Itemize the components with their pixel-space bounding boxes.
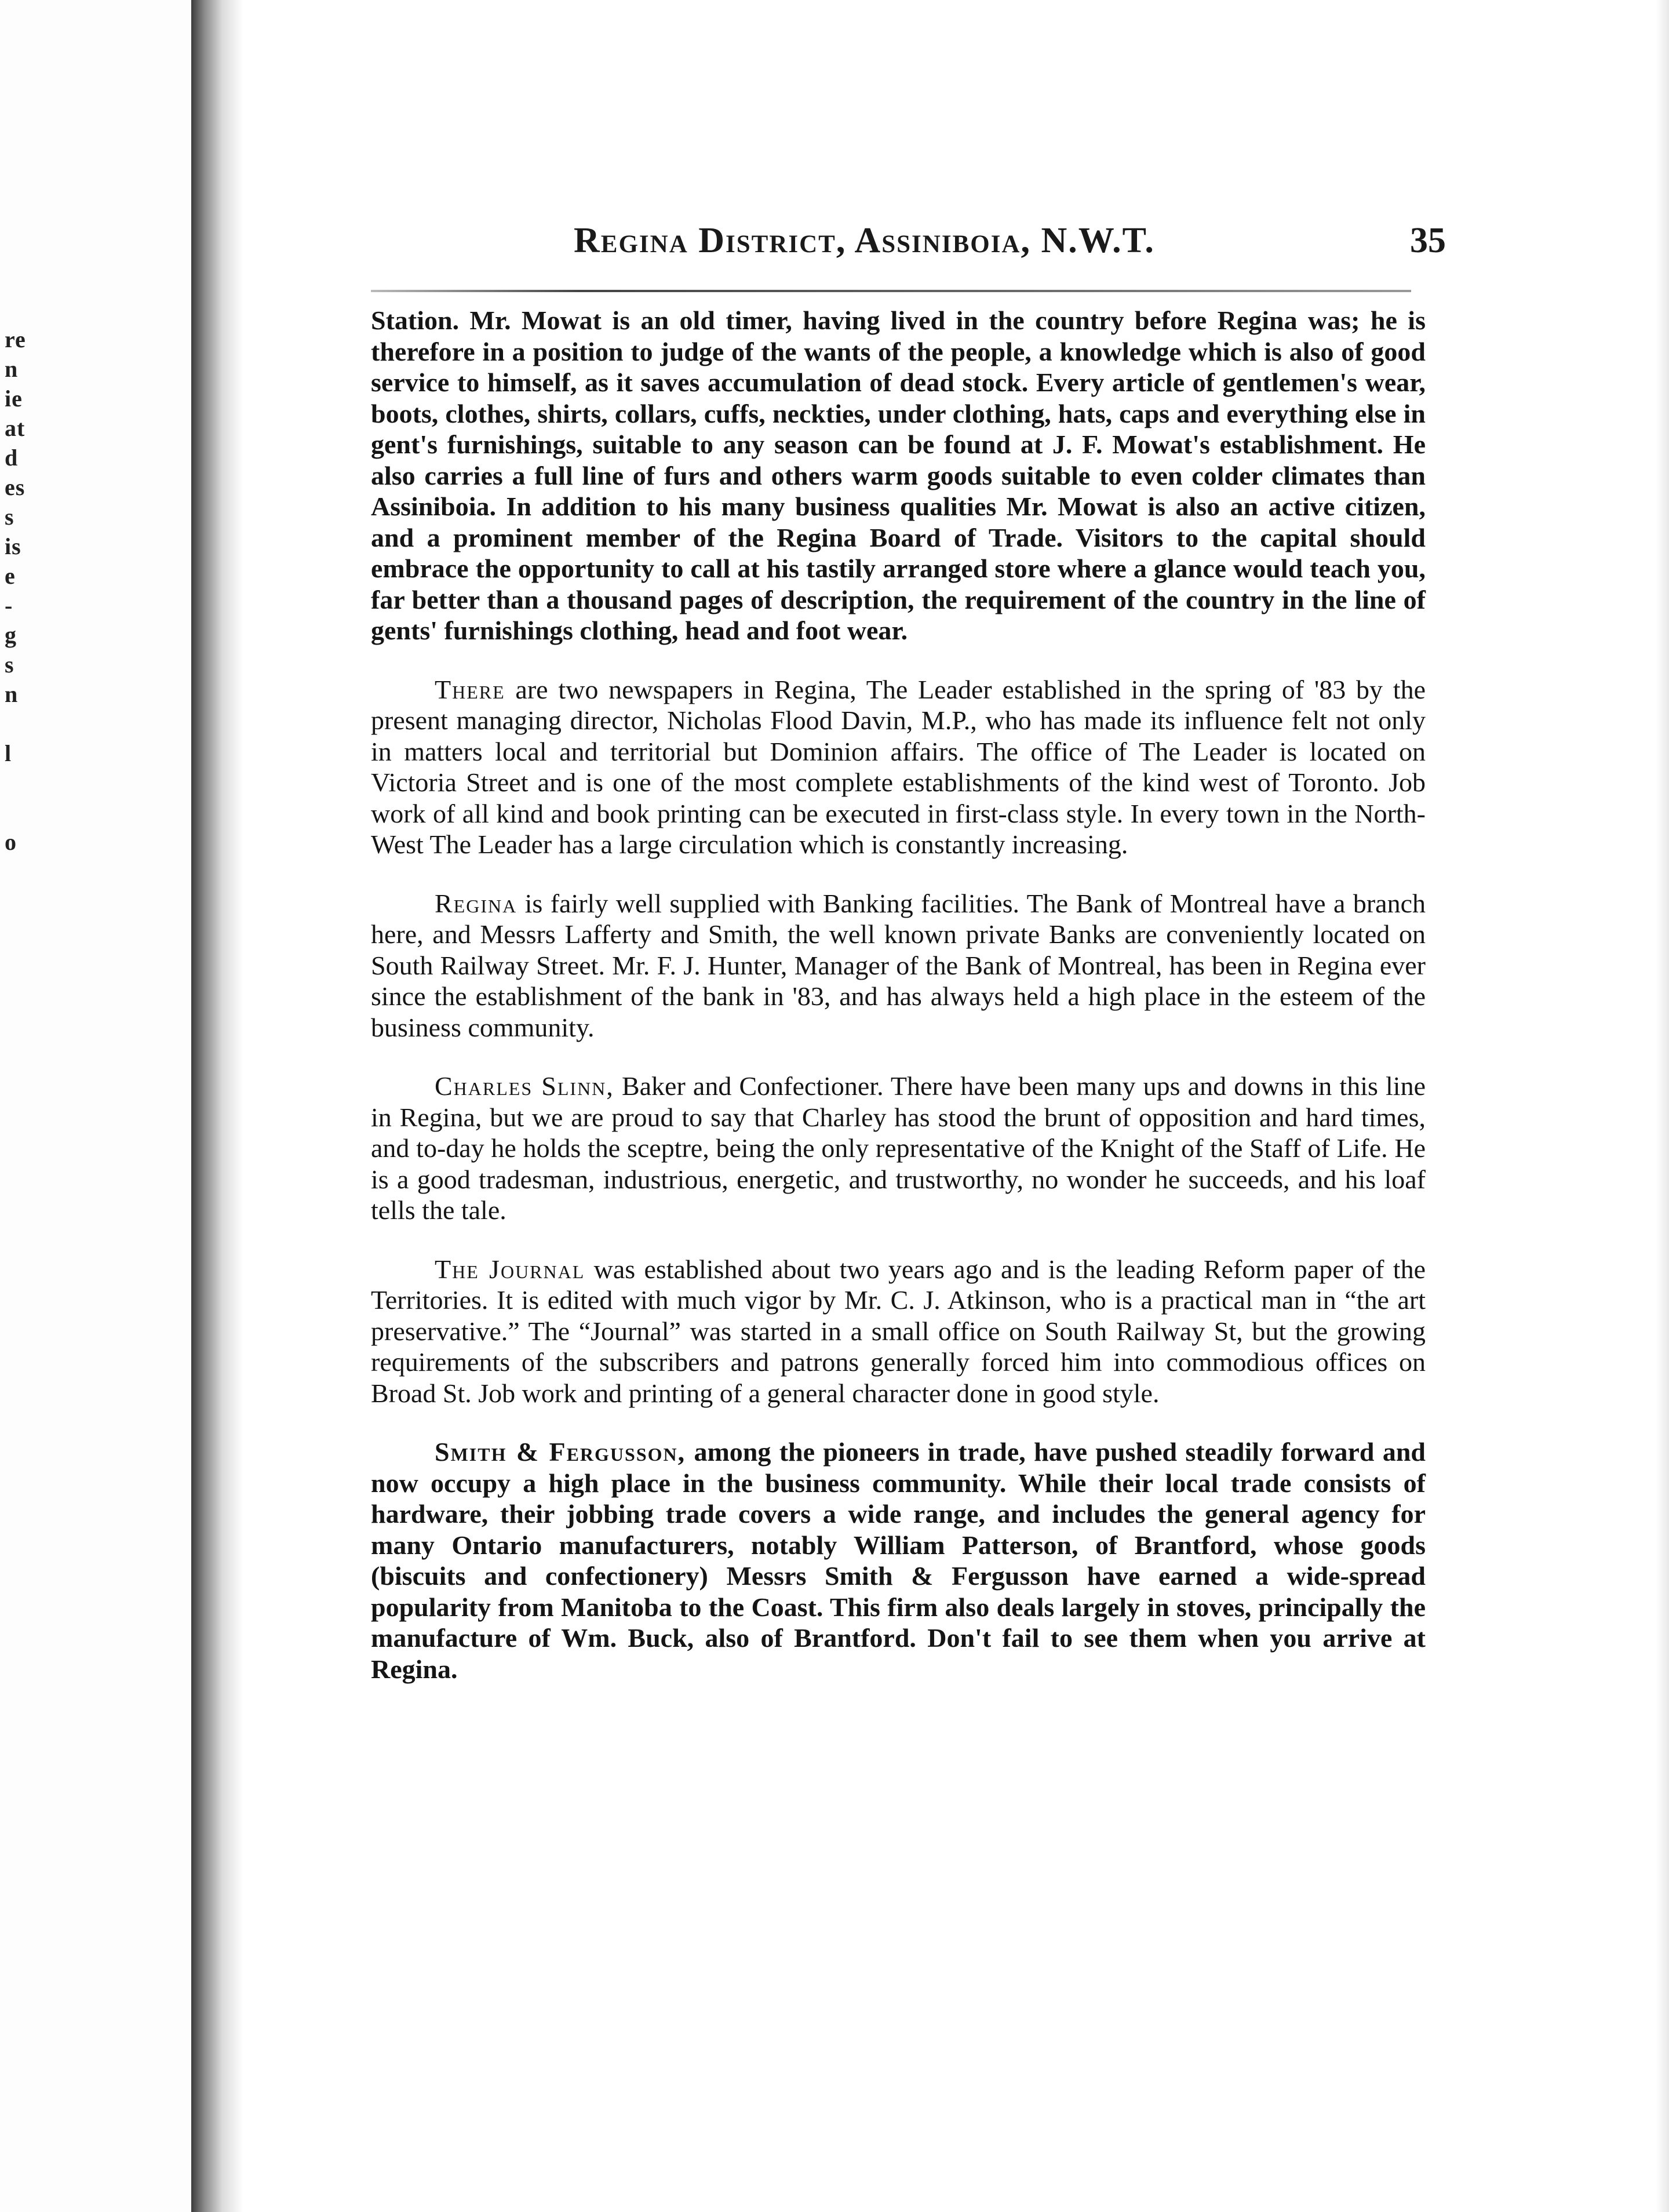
paragraph-smith-fergusson: [371, 1436, 1426, 1685]
bleed-letter: n: [5, 681, 19, 707]
book-gutter: [191, 0, 243, 2212]
paragraph-banking: [371, 888, 1426, 1043]
bleed-letter: re: [5, 326, 26, 352]
bleed-letter: d: [5, 445, 19, 471]
bleed-letter: s: [5, 652, 14, 678]
bleed-letter: [5, 709, 45, 738]
bleed-letter: n: [5, 356, 19, 382]
paragraph-lead: Smith & Fergusson,: [435, 1437, 686, 1467]
paragraph-lead: The Journal: [435, 1254, 585, 1284]
paragraph-text: Station. Mr. Mowat is an old timer, having lived in the country before Regina was; he is therefore in a position to judge of the wants of the people, a knowledge which is also of good service to himself, as it saves accumulation of dead stock. Every article of gentlemen's wear, boots, clothes, shirts, collars, cuffs, neckties, under clothing, hats, caps and everything else in gent's furnishings, suitable to any season can be found at J. F. Mowat's establishment. He also carries a full line of furs and others warm goods suitable to even colder climates than Assiniboia. In addition to his many business qualities Mr. Mowat is also an active citizen, and a prominent member of the Regina Board of Trade. Visitors to the capital should embrace the opportunity to call at his tastily arranged store where a glance would teach you, far better than a thousand pages of description, the requirement of the country in the line of gents' furnishings clothing, head and foot wear.: [371, 305, 1426, 645]
body-text: [371, 305, 1426, 1685]
header-rule: [371, 290, 1411, 292]
bleed-letter: -: [5, 592, 13, 619]
paragraph-leader: [371, 674, 1426, 860]
page-number: 35: [1410, 221, 1446, 260]
paragraph-text: Baker and Confectioner. There have been many ups and downs in this line in Regina, but we are proud to say that Charley has stood the brunt of opposition and hard times, and to-day he holds the sceptre, being the only representative of the Knight of the Staff of Life. He is a good tradesman, industrious, energetic, and trustworthy, no wonder he succeeds, and his loaf tells the tale.: [371, 1071, 1426, 1225]
bleed-letter: g: [5, 622, 17, 648]
bleed-letter: l: [5, 740, 12, 766]
paragraph-text: is fairly well supplied with Banking facilities. The Bank of Montreal have a branch here, and Messrs Lafferty and Smith, the well known private Banks are conveniently located on South Railway Street. Mr. F. J. Hunter, Manager of the Bank of Montreal, has been in Regina ever since the establishment of the bank in '83, and has always held a high place in the esteem of the business community.: [371, 888, 1426, 1042]
running-head-title: Regina District, Assiniboia, N.W.T.: [574, 221, 1155, 260]
bleed-letter: s: [5, 504, 14, 530]
bleed-letter: o: [5, 829, 17, 855]
paragraph-text: among the pioneers in trade, have pushed steadily forward and now occupy a high place in the business community. While their local trade consists of hardware, their jobbing trade covers a wide range, and includes the general agency for many Ontario manufacturers, notably William Patterson, of Brantford, whose goods (biscuits and confectionery) Messrs Smith & Fergusson have earned a wide-spread popularity from Manitoba to the Coast. This firm also deals largely in stoves, principally the manufacture of Wm. Buck, also of Brantford. Don't fail to see them when you arrive at Regina.: [371, 1437, 1426, 1684]
bleed-letter: es: [5, 474, 25, 500]
paragraph-lead: There: [435, 674, 505, 704]
paragraph-mowat: [371, 305, 1426, 646]
bleed-letter: [5, 798, 45, 827]
bleed-letter: e: [5, 563, 16, 589]
running-head: [371, 220, 1446, 278]
page-edge: [1656, 0, 1669, 2212]
facing-page-bleed-text: [5, 325, 45, 857]
book-page: [371, 220, 1446, 1712]
paragraph-lead: Regina: [435, 888, 518, 918]
bleed-letter: [5, 768, 45, 798]
paragraph-lead: Charles Slinn,: [435, 1071, 614, 1101]
bleed-letter: at: [5, 415, 25, 441]
paragraph-slinn: [371, 1071, 1426, 1226]
bleed-letter: is: [5, 533, 21, 559]
paragraph-text: are two newspapers in Regina, The Leader established in the spring of '83 by the present managing director, Nicholas Flood Davin, M.P., who has made its influence felt not only in matters local and territorial but Dominion affairs. The office of The Leader is located on Victoria Street and is one of the most complete establishments of the kind west of Toronto. Job work of all kind and book printing can be executed in first-class style. In every town in the North-West The Leader has a large circulation which is constantly increasing.: [371, 674, 1426, 859]
paragraph-text: was established about two years ago and is the leading Reform paper of the Territories. It is edited with much vigor by Mr. C. J. Atkinson, who is a practical man in “the art preservative.” The “Journal” was started in a small office on South Railway St, but the growing requirements of the subscribers and patrons generally forced him into commodious offices on Broad St. Job work and printing of a general character done in good style.: [371, 1254, 1426, 1408]
bleed-letter: ie: [5, 385, 23, 412]
paragraph-journal: [371, 1254, 1426, 1409]
